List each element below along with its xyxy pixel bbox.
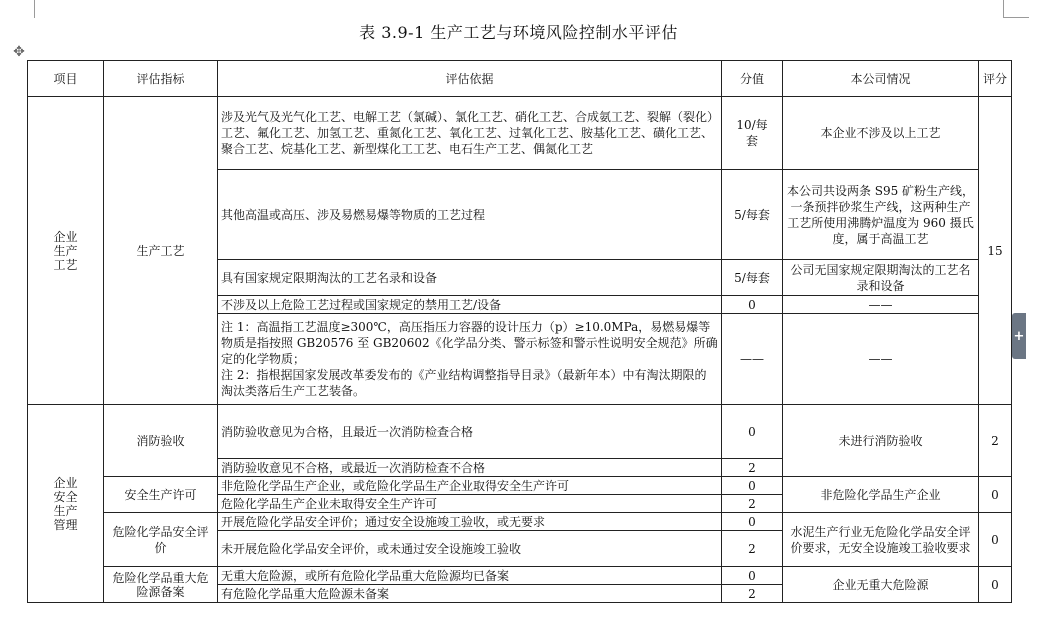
header-indicator: 评估指标 <box>104 61 218 97</box>
group-basis: 无重大危险源，或所有危险化学品重大危险源均已备案 <box>218 567 722 585</box>
section1-indicator: 生产工艺 <box>104 97 218 405</box>
group-rating: 2 <box>979 405 1012 477</box>
group-rating: 0 <box>979 513 1012 567</box>
group-score: 0 <box>722 567 783 585</box>
group-basis: 有危险化学品重大危险源未备案 <box>218 585 722 603</box>
section1-basis: 不涉及以上危险工艺过程或国家规定的禁用工艺/设备 <box>218 296 722 314</box>
group-score: 0 <box>722 477 783 495</box>
table-row <box>28 513 1012 531</box>
table-row <box>28 405 1012 459</box>
group-basis: 消防验收意见为合格，且最近一次消防检查合格 <box>218 405 722 459</box>
table-move-handle-icon[interactable]: ✥ <box>13 44 25 60</box>
note-1: 注 1：高温指工艺温度≥300℃，高压指压力容器的设计压力（p）≥10.0MPa，易燃易爆等物质是指按照 GB20576 至 GB20602《化学品分类、警示标签和警示性说明安全规范》所确定的化学物质； <box>221 320 718 366</box>
group-score: 2 <box>722 531 783 567</box>
section1-status: 公司无国家规定限期淘汰的工艺名录和设备 <box>783 260 979 296</box>
section1-score: 10/每套 <box>722 97 783 170</box>
side-expand-tab-icon[interactable]: + <box>1012 313 1026 359</box>
header-item: 项目 <box>28 61 104 97</box>
page-corner-mark-right <box>1003 0 1004 18</box>
section1-score: 0 <box>722 296 783 314</box>
header-company-status: 本公司情况 <box>783 61 979 97</box>
header-score-value: 分值 <box>722 61 783 97</box>
group-basis: 危险化学品生产企业未取得安全生产许可 <box>218 495 722 513</box>
header-rating: 评分 <box>979 61 1012 97</box>
section2-item: 企业安全生产管理 <box>28 405 104 603</box>
group-indicator: 危险化学品安全评价 <box>104 513 218 567</box>
group-score: 0 <box>722 513 783 531</box>
group-score: 2 <box>722 585 783 603</box>
section1-status: —— <box>783 296 979 314</box>
group-basis: 未开展危险化学品安全评价，或未通过安全设施竣工验收 <box>218 531 722 567</box>
group-score: 0 <box>722 405 783 459</box>
section1-rating: 15 <box>979 97 1012 405</box>
group-basis: 消防验收意见不合格，或最近一次消防检查不合格 <box>218 459 722 477</box>
group-status: 未进行消防验收 <box>783 405 979 477</box>
section1-basis: 其他高温或高压、涉及易燃易爆等物质的工艺过程 <box>218 170 722 260</box>
group-basis: 开展危险化学品安全评价；通过安全设施竣工验收，或无要求 <box>218 513 722 531</box>
note-status: —— <box>783 314 979 405</box>
risk-assessment-table <box>27 60 1012 603</box>
group-rating: 0 <box>979 567 1012 603</box>
group-status: 水泥生产行业无危险化学品安全评价要求，无安全设施竣工验收要求 <box>783 513 979 567</box>
group-status: 企业无重大危险源 <box>783 567 979 603</box>
section1-score: 5/每套 <box>722 170 783 260</box>
table-row <box>28 567 1012 585</box>
table-row <box>28 477 1012 495</box>
table-row <box>28 97 1012 170</box>
section1-status: 本企业不涉及以上工艺 <box>783 97 979 170</box>
page-corner-mark-left <box>34 0 35 18</box>
group-score: 2 <box>722 459 783 477</box>
group-indicator: 消防验收 <box>104 405 218 477</box>
group-indicator: 危险化学品重大危险源备案 <box>104 567 218 603</box>
section1-score: 5/每套 <box>722 260 783 296</box>
group-status: 非危险化学品生产企业 <box>783 477 979 513</box>
header-basis: 评估依据 <box>218 61 722 97</box>
section1-status: 本公司共设两条 S95 矿粉生产线，一条预拌砂浆生产线，这两种生产工艺所使用沸腾炉温度为 960 摄氏度，属于高温工艺 <box>783 170 979 260</box>
page-corner-mark-right-horizontal <box>1003 17 1029 18</box>
section1-basis: 具有国家规定限期淘汰的工艺名录和设备 <box>218 260 722 296</box>
section1-basis: 涉及光气及光气化工艺、电解工艺（氯碱）、氯化工艺、硝化工艺、合成氨工艺、裂解（裂化）工艺、氟化工艺、加氢工艺、重氮化工艺、氧化工艺、过氧化工艺、胺基化工艺、磺化工艺、聚合工艺、烷基化工艺、新型煤化工工艺、电石生产工艺、偶氮化工艺 <box>218 97 722 170</box>
table-title: 表 3.9-1 生产工艺与环境风险控制水平评估 <box>359 23 678 42</box>
group-rating: 0 <box>979 477 1012 513</box>
group-score: 2 <box>722 495 783 513</box>
group-indicator: 安全生产许可 <box>104 477 218 513</box>
note-score: —— <box>722 314 783 405</box>
group-basis: 非危险化学品生产企业，或危险化学品生产企业取得安全生产许可 <box>218 477 722 495</box>
header-row <box>28 61 1012 97</box>
section1-notes <box>218 314 722 405</box>
note-2: 注 2：指根据国家发展改革委发布的《产业结构调整指导目录》（最新年本）中有淘汰期限的淘汰类落后生产工艺装备。 <box>221 368 707 398</box>
section1-item: 企业生产工艺 <box>28 97 104 405</box>
